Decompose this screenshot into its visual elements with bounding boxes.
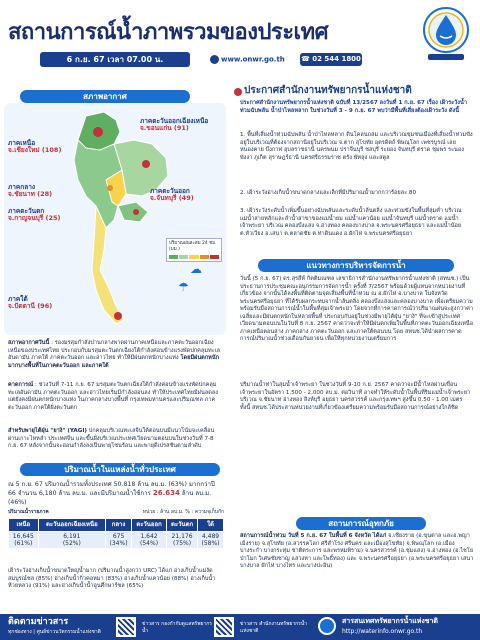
onwr-item-2: 2. เฝ้าระวังอ่างเก็บน้ำขนาดกลางและเล็กที่มีปริมาณน้ำมากกว่าร้อยละ 80 — [240, 190, 417, 196]
footer-follow: ติดตามข่าวสาร — [8, 617, 69, 627]
footer-site-title: สารสนเทศทรัพยากรน้ำแห่งชาติ — [342, 617, 438, 625]
flood-heading: สถานการณ์อุทกภัย — [296, 517, 426, 530]
table-caption-row: ปริมาณน้ำรายภาค หน่วย : ล้าน ลบ.ม. % : ความจุเก็บกัก — [8, 509, 224, 515]
report-date: 6 ก.ย. 67 เวลา 07.00 น. — [40, 52, 190, 67]
qr-code-icon-2[interactable] — [214, 617, 234, 637]
col-central: กลาง — [106, 519, 132, 532]
col-south: ใต้ — [198, 519, 224, 532]
footer-follow-sub: ทุกช่องทาง | ศูนย์ข่าวนวัตกรรมน้ำแห่งชาติ — [8, 629, 101, 635]
weather-summary: สภาพอากาศวันนี้ : ร่องมรสุมกำลังปานกลางพาดผ่านภาคเหนือและภาคตะวันออกเฉียงเหนือของประเทศไทย ประกอบกับมรสุมตะวันตกเฉียงใต้กำลังค่อนข้างแรงพัดปกคลุมทะเลอันดามัน ภาคใต้ ภาคตะวันออก และอ่าวไทย ทำให้มีฝนตกหนักบางแห่ง โดยมีฝนตกหนักมากบางพื้นที่ในภาคตะวันออก และภาคใต้ — [8, 340, 221, 369]
onwr-lead: ประกาศสำนักงานทรัพยากรน้ำแห่งชาติ ฉบับที่ 13/2567 ลงวันที่ 1 ก.ย. 67 เรื่อง เฝ้าระวังน้ำท่วมฉับพลัน น้ำป่าไหลหลาก ในช่วงวันที่ 3 - 9 ก.ย. 67 พบว่ามีพื้นที่เสี่ยงต้องเฝ้าระวัง ดังนี้ — [240, 100, 468, 114]
alert-icon — [234, 88, 242, 96]
region-north: ภาคเหนือ จ.เชียงใหม่ (108) — [8, 139, 62, 155]
thailand-rainfall-map — [56, 110, 176, 330]
rainfall-legend: ปริมาณฝนสะสม 24 ชม. (มม.) — [166, 238, 222, 262]
typhoon-forecast: สำหรับพายุไต้ฝุ่น "ยางิ" (YAGI) ปกคลุมบริเวณทะเลจีนใต้ตอนบนมีแนวโน้มจะเคลื่อนผ่านเกาะไหหลำ ประเทศจีน และขึ้นฝั่งบริเวณประเทศเวียดนามตอนบนในช่วงวันที่ 7-8 ก.ย. 67 หลังจากนั้นจะอ่อนกำลังลงเป็นพายุโซนร้อน และพายุดีเปรสชันตามลำดับ — [8, 428, 215, 450]
table-cell: 16,645 (61%) — [9, 531, 39, 548]
management-paragraph-2: ปริมาณน้ำท่าในลุ่มน้ำเจ้าพระยา ในช่วงวันที่ 9-10 ก.ย. 2567 คาดว่าจะมีน้ำไหลผ่านเขื่อนเจ้าพระยาในอัตรา 1,500 - 2,000 ลบ.ม. ต่อวินาที อาจทำให้ระดับน้ำในพื้นที่ริมแม่น้ำเจ้าพระยา บริเวณ จ.ชัยนาท อ่างทอง สิงห์บุรี อยุธยา นครสวรรค์ และกรุงเทพฯ สูงขึ้น 0.50 - 1.00 เมตร ทั้งนี้ สทนช.ได้ประสานหน่วยงานที่เกี่ยวข้องเตรียมความพร้อมรับมือสถานการณ์อย่างใกล้ชิด — [240, 382, 471, 411]
col-east: ตะวันออก — [132, 519, 167, 532]
table-cell: 21,176 (75%) — [167, 531, 198, 548]
globe-icon — [210, 55, 219, 64]
region-west: ภาคตะวันตก จ.กาญจนบุรี (25) — [8, 207, 61, 223]
region-northeast: ภาคตะวันออกเฉียงเหนือ จ.ขอนแก่น (91) — [140, 117, 209, 133]
col-west: ตะวันตก — [167, 519, 198, 532]
footer-news-1[interactable]: ข่าวสาร กองกำกับดูแลทรัพยากรน้ำ — [142, 621, 212, 634]
legend-scale — [169, 255, 219, 259]
onwr-logo — [420, 6, 472, 64]
table-cell: 4,489 (58%) — [198, 531, 224, 548]
page-title: สถานการณ์น้ำภาพรวมของประเทศ — [8, 20, 329, 45]
phone-icon: ☎ — [301, 55, 313, 63]
region-east: ภาคตะวันออก จ.จันทบุรี (49) — [150, 187, 194, 203]
qr-code-icon[interactable] — [116, 617, 136, 637]
phone-number[interactable]: ☎ 02 544 1800 — [300, 53, 362, 66]
rain-cloud-icon-2: ☂ — [178, 280, 189, 294]
table-cell: 675 (34%) — [106, 531, 132, 548]
onwr-item-3: 3. เฝ้าระวังระดับน้ำเพิ่มขึ้นอย่างฉับพลันและระดับน้ำล้นตลิ่ง และท่วมขังในพื้นที่ลุ่มต่ำ บริเวณแม่น้ำสายหลักและลำน้ำสาขาของแม่น้ำยม แม่น้ำแควน้อย แม่น้ำจันทบุรี แม่น้ำตราด แม่น้ำเจ้าพระยา บริเวณ คลองบึงแสง จ.อ่างทอง คลองบางบาล จ.พระนครศรีอยุธยา และแม่น้ำน้อย ต.หัวเวียง อ.เสนา ต.ตลาดชัย ต.ท่าดินแดง อ.ผักไห่ จ.พระนครศรีอยุธยา — [240, 208, 462, 237]
website-label: www.onwr.go.th — [221, 55, 285, 64]
website-link[interactable] — [210, 55, 285, 65]
footer-site-url[interactable]: http://waterinfo.onwr.go.th — [342, 628, 423, 635]
onwr-item-1: 1. พื้นที่เสี่ยงน้ำท่วมฉับพลัน น้ำป่าไหลหลาก ดินโคลนถล่ม และบริเวณชุมชนเมืองที่เสี่ยงน้ำท่วมขังอยู่ในบริเวณที่ต้องจากสถานีอยู่ในบริเวณ จ.ตาก สุโขทัย อุตรดิตถ์ พิษณุโลก เพชรบูรณ์ เลย หนองคาย บึงกาฬ อุบลราชธานี นครพนม ปราจีนบุรี ชลบุรี ระยอง จันทบุรี ตราด ชุมพร ระนอง พังงา ภูเก็ต สุราษฎร์ธานี นครศรีธรรมราช ตรัง พัทลุง และสตูล — [240, 132, 473, 161]
col-north: เหนือ — [9, 519, 39, 532]
footer-bar — [0, 614, 480, 640]
weather-forecast: คาดการณ์ : ช่วงวันที่ 7-11 ก.ย. 67 มรสุมตะวันตกเฉียงใต้กำลังค่อนข้างแรงพัดปกคลุมทะเลอันดามัน ภาคตะวันออก และอ่าวไทยเริ่มมีกำลังอ่อนลง ทำให้ประเทศไทยมีฝนลดลง แต่ยังคงมีฝนตกหนักบางแห่ง ในภาคกลางบางพื้นที่ กรุงเทพมหานครและปริมณฑล ภาคตะวันออก ภาคใต้ฝั่งตะวันตก — [8, 382, 218, 411]
footer-news-2[interactable]: ข่าวสาร สำนักงานทรัพยากรน้ำแห่งชาติ — [240, 621, 308, 634]
reservoir-heading: ปริมาณน้ำในแหล่งน้ำทั่วประเทศ — [20, 463, 220, 476]
management-paragraph-1: วันนี้ (5 ก.ย. 67) ดร.สุรสีห์ กิตติมณฑล เลขาธิการสำนักงานทรัพยากรน้ำแห่งชาติ (สทนช.) เป็นประธานการประชุมคณะอนุกรรมการจัดการน้ำ ครั้งที่ 7/2567 พร้อมด้วยผู้แทนจากหน่วยงานที่เกี่ยวข้อง จากนั้นได้ลงพื้นที่ติดตามจุดเสี่ยงพื้นที่น้ำท่วม ณ อ.ผักไห่ อ.บางบาล ในจังหวัดพระนครศรีอยุธยา ที่ได้รับผลกระทบจากน้ำล้นตลิ่ง คลองบึงแสงและคลองบางบาล เพื่อเตรียมความพร้อมรับมือสถานการณ์น้ำในพื้นที่ลุ่มเจ้าพระยา โดยจากที่การคาดการณ์ว่าปริมาณฝนจะสูงกว่าค่าเฉลี่ยและมีฝนตกหนักในหลายพื้นที่ ประกอบกับอยู่ในช่วงมีพายุไต้ฝุ่น "ยางิ" ที่จะเข้าสู่ประเทศเวียดนามตอนบนในวันที่ 8 ก.ย. 2567 คาดว่าจะทำให้มีฝนตกเพิ่มในพื้นที่ภาคตะวันออกเฉียงเหนือ ภาคเหนือตอนล่าง ภาคกลาง ภาคตะวันออก และภาคใต้ตอนบน โดย สทนช.ได้นำผลการคาดการณ์ปริมาณน้ำช่วงเดือนกันยายน เพื่อให้ทุกหน่วยงานเตรียมการ — [240, 276, 474, 343]
region-central: ภาคกลาง จ.ชัยนาท (28) — [8, 183, 53, 199]
reservoir-watch-note: เฝ้าระวังอ่างเก็บน้ำขนาดใหญ่น้ำมาก (ปริมาณน้ำสูงกว่า URC) ได้แก่ อ่างเก็บน้ำแม่งัดสมบูรณ์ชล (85%) อ่างเก็บน้ำกิ่วคอหมา (83%) อ่างเก็บน้ำแควน้อย (88%) อ่างเก็บน้ำห้วยหลวง (91%) และอ่างเก็บน้ำน้ำอูนศึกษาร์ชล (65%) — [8, 568, 216, 590]
flood-situation: สถานการณ์น้ำท่วม วันที่ 5 ก.ย. 67 ในพื้นที่ 6 จังหวัด ได้แก่ จ.เชียงราย (อ.ขุนตาล และอ.พญาเม็งราย) จ.สุโขทัย (อ.สวรรคโลก ศรีสำโรง ศรีนคร และเมืองสุโขทัย) จ.พิษณุโลก (อ.เมือง บางระกำ บางกระทุ่ม ชาติตระการ และพรหมพิราม) จ.นครสวรรค์ (อ.ชุมแสง) จ.อ่างทอง (อ.ไชโย ป่าโมก วิเศษชัยชาญ แสวงหา และโพธิ์ทอง) และ จ.พระนครศรีอยุธยา (อ.พระนครศรีอยุธยา เสนา บางบาล ผักไห่ บางไทร และบางปะอิน) — [240, 533, 474, 570]
rain-cloud-icon: ☁ — [190, 262, 202, 276]
col-northeast: ตะวันออกเฉียงเหนือ — [38, 519, 105, 532]
region-south: ภาคใต้ จ.ปัตตานี (96) — [8, 295, 53, 311]
onwr-heading: ประกาศสำนักงานทรัพยากรน้ำแห่งชาติ — [244, 85, 412, 96]
table-cell: 1,642 (54%) — [132, 531, 167, 548]
reservoir-table — [8, 518, 224, 549]
table-cell: 6,191 (52%) — [38, 531, 105, 548]
waterinfo-icon — [318, 617, 336, 635]
weather-heading: สภาพอากาศ — [20, 90, 190, 103]
management-heading: แนวทางการบริหารจัดการน้ำ — [258, 259, 454, 272]
reservoir-summary: ณ 5 ก.ย. 67 ปริมาณน้ำรวมทั้งประเทศ 50.818 ล้าน ลบ.ม. (63%) มากกว่าปี 66 จำนวน 6,180 ล้าน ลบ.ม. และมีปริมาณน้ำใช้การ 26.634 ล้าน ลบ.ม. (46%) — [8, 481, 215, 506]
